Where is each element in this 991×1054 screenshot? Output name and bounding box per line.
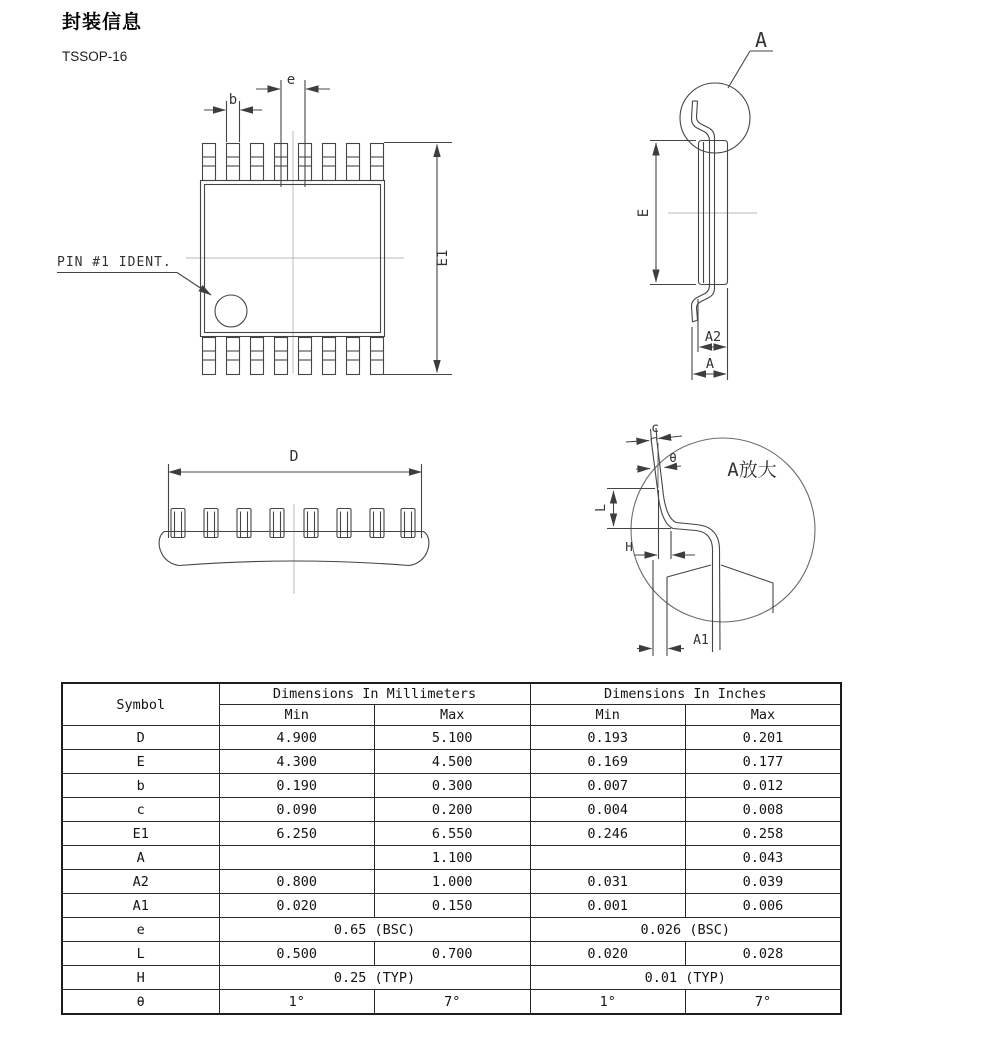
table-row — [62, 990, 841, 1015]
pins-front-row — [171, 509, 415, 538]
value-cell: 6.250 — [219, 822, 375, 846]
symbol-cell: L — [62, 942, 219, 966]
symbol-cell: A1 — [62, 894, 219, 918]
header-mm-max: Max — [375, 705, 531, 726]
value-cell: 0.028 — [686, 942, 842, 966]
value-cell: 5.100 — [375, 726, 531, 750]
table-row — [62, 966, 841, 990]
header-inches: Dimensions In Inches — [530, 683, 841, 705]
symbol-cell: D — [62, 726, 219, 750]
dim-label-A: A — [705, 356, 715, 372]
value-cell: 1° — [530, 990, 686, 1015]
value-cell: 0.246 — [530, 822, 686, 846]
dim-label-theta: θ — [669, 450, 677, 465]
table-row — [62, 726, 841, 750]
dim-label-L: L — [594, 504, 609, 512]
symbol-cell: e — [62, 918, 219, 942]
value-cell-span: 0.01 (TYP) — [530, 966, 841, 990]
table-row — [62, 870, 841, 894]
value-cell: 7° — [686, 990, 842, 1015]
value-cell: 0.039 — [686, 870, 842, 894]
package-name: TSSOP-16 — [62, 49, 128, 64]
table-header-row — [62, 683, 841, 705]
value-cell: 0.001 — [530, 894, 686, 918]
table-row — [62, 918, 841, 942]
value-cell: 6.550 — [375, 822, 531, 846]
value-cell: 0.031 — [530, 870, 686, 894]
table-row — [62, 774, 841, 798]
value-cell: 0.169 — [530, 750, 686, 774]
page-title: 封装信息 — [62, 12, 143, 33]
symbol-cell: θ — [62, 990, 219, 1015]
detail-title: A放大 — [727, 459, 777, 481]
symbol-cell: A2 — [62, 870, 219, 894]
value-cell: 0.012 — [686, 774, 842, 798]
value-cell: 7° — [375, 990, 531, 1015]
dim-label-D: D — [289, 447, 299, 465]
table-row — [62, 750, 841, 774]
symbol-cell: E — [62, 750, 219, 774]
value-cell — [530, 846, 686, 870]
value-cell: 0.007 — [530, 774, 686, 798]
dimensions-table — [61, 682, 842, 1015]
value-cell: 0.300 — [375, 774, 531, 798]
value-cell: 0.043 — [686, 846, 842, 870]
value-cell: 0.190 — [219, 774, 375, 798]
package-body-top-view — [201, 181, 385, 337]
dimension-c — [626, 421, 682, 442]
front-view-drawing — [159, 447, 429, 594]
value-cell: 0.800 — [219, 870, 375, 894]
value-cell: 0.020 — [530, 942, 686, 966]
header-millimeters: Dimensions In Millimeters — [219, 683, 530, 705]
dim-label-c: c — [651, 421, 659, 436]
symbol-cell: H — [62, 966, 219, 990]
dimensions-table-container — [61, 682, 842, 1015]
value-cell: 0.193 — [530, 726, 686, 750]
value-cell: 0.201 — [686, 726, 842, 750]
dimension-A1 — [637, 560, 709, 656]
header-in-min: Min — [530, 705, 686, 726]
value-cell-span: 0.65 (BSC) — [219, 918, 530, 942]
dimension-b — [204, 92, 262, 142]
table-row — [62, 894, 841, 918]
value-cell: 4.300 — [219, 750, 375, 774]
value-cell: 0.004 — [530, 798, 686, 822]
package-body-side-view — [699, 141, 728, 285]
dim-label-E: E — [636, 208, 652, 218]
value-cell: 0.700 — [375, 942, 531, 966]
pin1-indicator-circle — [215, 295, 247, 327]
header-symbol: Symbol — [62, 683, 219, 726]
value-cell: 0.200 — [375, 798, 531, 822]
table-row — [62, 798, 841, 822]
dim-label-A2: A2 — [704, 329, 722, 345]
value-cell — [219, 846, 375, 870]
top-view-drawing — [57, 72, 452, 375]
table-row — [62, 942, 841, 966]
dim-label-H: H — [625, 539, 633, 554]
value-cell: 0.150 — [375, 894, 531, 918]
value-cell: 1.100 — [375, 846, 531, 870]
value-cell: 0.090 — [219, 798, 375, 822]
detail-a-callout — [680, 28, 773, 153]
value-cell-span: 0.026 (BSC) — [530, 918, 841, 942]
value-cell: 0.008 — [686, 798, 842, 822]
table-row — [62, 822, 841, 846]
pin1-label: PIN #1 IDENT. — [57, 255, 172, 270]
header-in-max: Max — [686, 705, 842, 726]
side-view-drawing — [636, 28, 773, 380]
header-mm-min: Min — [219, 705, 375, 726]
value-cell: 4.500 — [375, 750, 531, 774]
symbol-cell: b — [62, 774, 219, 798]
pin1-callout — [57, 255, 247, 327]
value-cell: 1.000 — [375, 870, 531, 894]
dimension-e1 — [384, 143, 452, 375]
table-row — [62, 846, 841, 870]
dim-label-b: b — [228, 92, 238, 108]
value-cell: 0.006 — [686, 894, 842, 918]
symbol-cell: E1 — [62, 822, 219, 846]
value-cell: 0.500 — [219, 942, 375, 966]
value-cell: 0.020 — [219, 894, 375, 918]
value-cell: 1° — [219, 990, 375, 1015]
symbol-cell: A — [62, 846, 219, 870]
dimension-E — [636, 141, 696, 285]
value-cell-span: 0.25 (TYP) — [219, 966, 530, 990]
dim-label-A1: A1 — [693, 633, 709, 648]
value-cell: 0.177 — [686, 750, 842, 774]
symbol-cell: c — [62, 798, 219, 822]
detail-a-label: A — [754, 28, 768, 52]
dim-label-e1: E1 — [435, 249, 451, 267]
dim-label-e: e — [286, 72, 296, 88]
lead-detail-view — [651, 438, 720, 653]
value-cell: 0.258 — [686, 822, 842, 846]
dimension-L — [594, 489, 671, 529]
detail-view-drawing — [594, 421, 815, 656]
value-cell: 4.900 — [219, 726, 375, 750]
